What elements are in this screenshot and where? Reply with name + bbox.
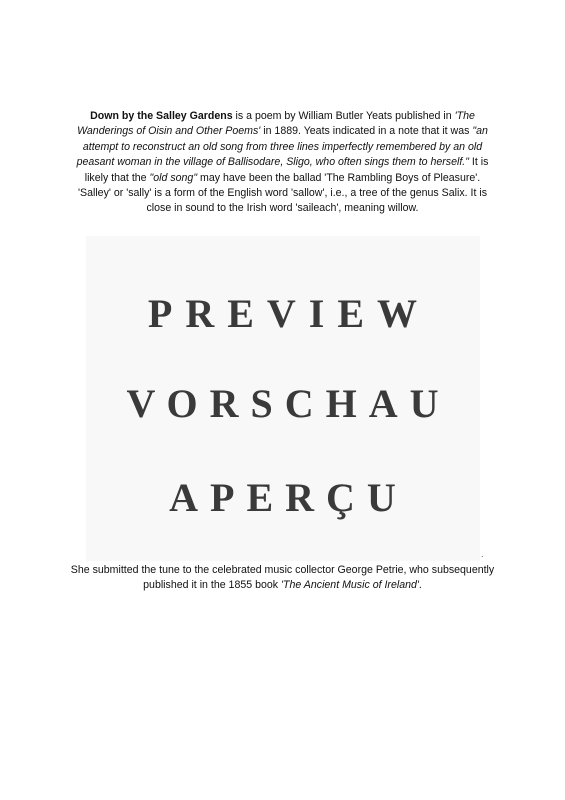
stray-dot: . (481, 549, 484, 559)
old-song-quote: "old song" (149, 171, 198, 184)
outro-paragraph (70, 563, 495, 594)
book-title-wanderings: 'The Wanderings of Oisin and Other Poems' (77, 110, 475, 138)
watermark-vorschau: VORSCHAU (126, 381, 451, 426)
watermark-apercu: APERÇU (169, 475, 408, 520)
intro-text-1: is a poem by William Butler Yeats published in (232, 110, 455, 122)
yeats-quote: "an attempt to reconstruct an old song from three lines imperfectly remembered by an old peasant woman in the village of Ballisodare, Sligo, who often sings them to herself." (76, 125, 488, 169)
poem-title: Down by the Salley Gardens (90, 110, 233, 122)
intro-text-4: may have been the ballad 'The Rambling Boys of Pleasure'. 'Salley' or 'sally' is a form of the English word 'sallow', i.e., a tree of the genus Salix. It is close in sound to the Irish word 'saileach', meaning willow. (78, 171, 487, 215)
intro-text-3: It is likely that the (84, 156, 489, 184)
outro-text-1: She submitted the tune to the celebrated music collector George Petrie, who subsequently published it in the 1855 book (70, 564, 495, 592)
book-title-ancient-music: 'The Ancient Music of Ireland' (280, 579, 419, 592)
intro-paragraph (70, 109, 495, 217)
outro-text-2: . (418, 579, 422, 592)
watermark-preview: PREVIEW (147, 291, 431, 336)
intro-text-2: in 1889. Yeats indicated in a note that it was (260, 125, 473, 138)
